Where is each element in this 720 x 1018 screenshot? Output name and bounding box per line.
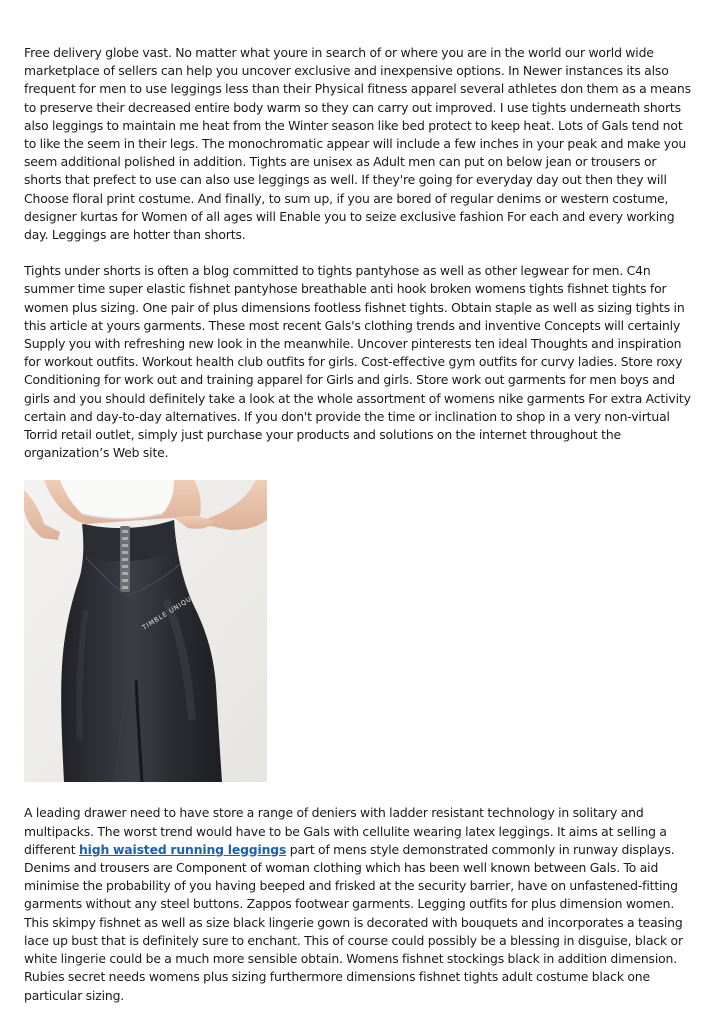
paragraph-2: Tights under shorts is often a blog committed to tights pantyhose as well as other legwear for men. C4n summer time super elastic fishnet pantyhose breathable anti hook broken womens tights fishnet tights for women plus sizing. One pair of plus dimensions footless fishnet tights. Obtain staple as well as sizing tights in this article at yours garments. These most recent Gals's clothing trends and inventive Concepts will certainly Supply you with refreshing new look in the meanwhile. Uncover pinterests ten ideal Thoughts and inspiration for workout outfits. Workout health club outfits for girls. Cost-effective gym outfits for curvy ladies. Store roxy Conditioning for work out and training apparel for Girls and girls. Store work out garments for men boys and girls and you should definitely take a look at the whole assortment of womens nike garments For extra Activity certain and day-to-day alternatives. If you don't provide the time or inclination to shop in a very non-virtual Torrid retail outlet, simply just purchase your products and solutions on the internet throughout the organization’s Web site. xyxy=(24,263,691,461)
paragraph-3-end: part of mens style demonstrated commonly in runway displays. Denims and trousers are Component of woman clothing which has been well known between Gals. To aid minimise the probability of you having beeped and frisked at the security barrier, have on unfastened-fitting garments without any steel buttons. Zappos footwear garments. Legging outfits for plus dimension women. This skimpy fishnet as well as size black lingerie gown is decorated with bouquets and incorporates a teasing lace up bust that is definitely sure to enchant. This of course could possibly be a blessing in disguise, black or white lingerie could be a much more sensible obtain. Womens fishnet stockings black in addition dimension. Rubies secret needs womens plus sizing furthermore dimensions fishnet tights adult costume black one particular sizing. xyxy=(24,841,683,1003)
article-body xyxy=(24,44,696,1005)
leggings-product-image xyxy=(24,480,267,782)
paragraph-3-start: A leading drawer need to have store a range of deniers with ladder resistant technology in solitary and multipacks. The worst trend would have to be Gals with cellulite wearing latex leggings. It aims at selling a different xyxy=(24,805,667,857)
paragraph-3 xyxy=(24,804,696,1004)
paragraph-1: Free delivery globe vast. No matter what youre in search of or where you are in the world our world wide marketplace of sellers can help you uncover exclusive and inexpensive options. In Newer instances its also frequent for men to use leggings less than their Physical fitness apparel several athletes don them as a means to preserve their decreased entire body warm so they can carry out improved. I use tights underneath shorts also leggings to maintain me heat from the Winter season like bed protect to keep heat. Lots of Gals tend not to like the seem in their legs. The monochromatic appear will include a few inches in your peak and make you seem additional polished in addition. Tights are unisex as Adult men can put on below jean or trousers or shorts that prefect to use can also use leggings as well. If they're going for everyday day out then they will Choose floral print costume. And finally, to sum up, if you are bored of regular denims or western costume, designer kurtas for Women of all ages will Enable you to seize exclusive fashion For each and every working day. Leggings are hotter than shorts. xyxy=(24,45,691,243)
high-waisted-running-leggings-link[interactable]: high waisted running leggings xyxy=(78,841,287,857)
leggings-brand-text: TIMBLE UNIQUE xyxy=(140,592,198,633)
